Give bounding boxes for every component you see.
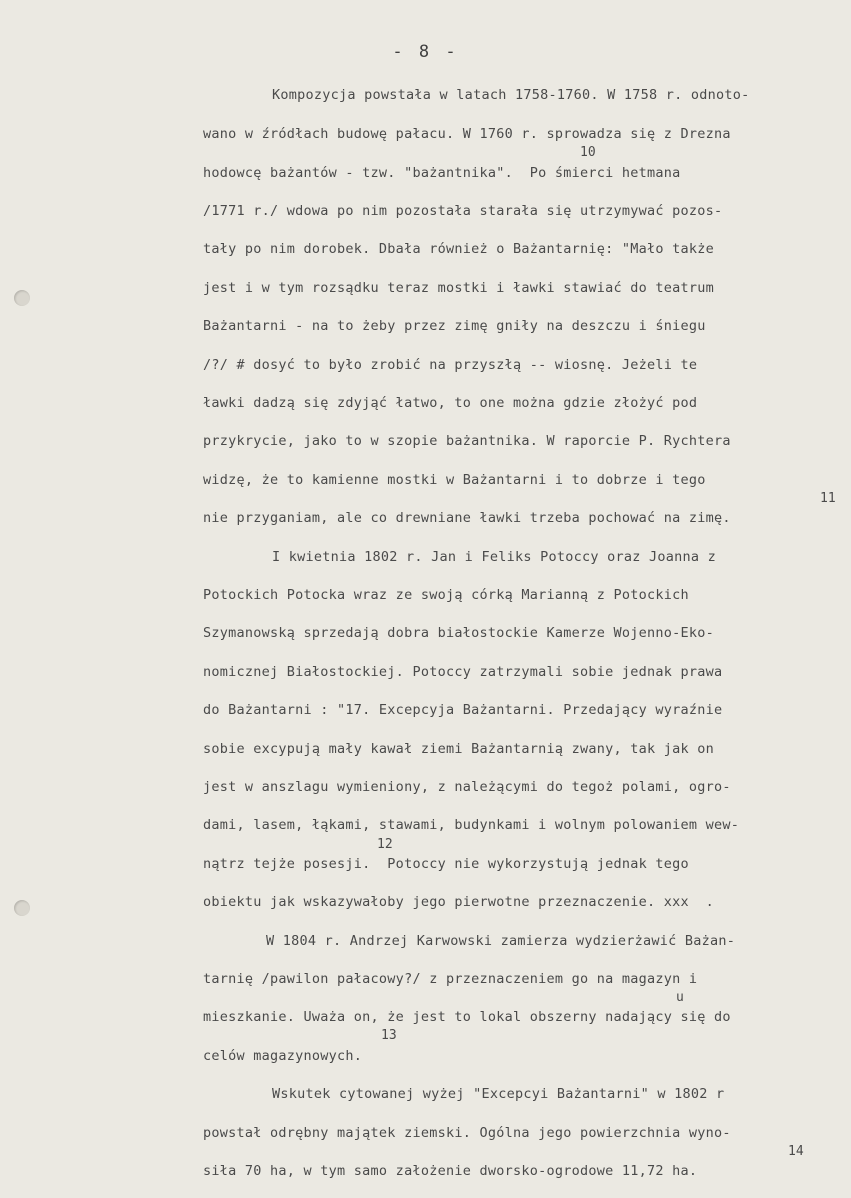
text-line: powstał odrębny majątek ziemski. Ogólna jego powierzchnia wyno- — [203, 1125, 731, 1141]
text-line: wano w źródłach budowę pałacu. W 1760 r. sprowadza się z Drezna — [203, 126, 731, 142]
punch-hole-top — [14, 290, 30, 306]
text-line: I kwietnia 1802 r. Jan i Feliks Potoccy oraz Joanna z — [272, 549, 717, 565]
text-line: hodowcę bażantów - tzw. "bażantnika". Po śmierci hetmana — [203, 165, 681, 181]
text-line: W 1804 r. Andrzej Karwowski zamierza wydzierżawić Bażan- — [266, 933, 736, 949]
footnote-marker: 14 — [788, 1144, 804, 1159]
text-line: nątrz tejże posesji. Potoccy nie wykorzystują jednak tego — [203, 856, 689, 872]
footnote-marker: 11 — [820, 491, 836, 506]
text-line: ławki dadzą się zdyjąć łatwo, to one można gdzie złożyć pod — [203, 395, 698, 411]
text-line: dami, lasem, łąkami, stawami, budynkami i wolnym polowaniem wew- — [203, 817, 740, 833]
text-line: siła 70 ha, w tym samo założenie dworsko-ogrodowe 11,72 ha. — [203, 1163, 698, 1179]
text-line: Wskutek cytowanej wyżej "Excepcyi Bażantarni" w 1802 r — [272, 1086, 725, 1102]
text-line: obiektu jak wskazywałoby jego pierwotne przeznaczenie. xxx . — [203, 894, 715, 910]
text-line: mieszkanie. Uważa on, że jest to lokal obszerny nadający się do — [203, 1009, 731, 1025]
text-line: tały po nim dorobek. Dbała również o Bażantarnię: "Mało także — [203, 241, 715, 257]
text-line: widzę, że to kamienne mostki w Bażantarni i to dobrze i tego — [203, 472, 706, 488]
text-line: celów magazynowych. — [203, 1048, 363, 1064]
footnote-marker: u — [676, 990, 684, 1005]
text-line: do Bażantarni : "17. Excepcyja Bażantarni. Przedający wyraźnie — [203, 702, 723, 718]
text-line: przykrycie, jako to w szopie bażantnika. W raporcie P. Rychtera — [203, 433, 731, 449]
text-line: Bażantarni - na to żeby przez zimę gniły na deszczu i śniegu — [203, 318, 706, 334]
text-line: jest w anszlagu wymieniony, z należącymi do tegoż polami, ogro- — [203, 779, 731, 795]
punch-hole-bottom — [14, 900, 30, 916]
text-line: jest i w tym rozsądku teraz mostki i ławki stawiać do teatrum — [203, 280, 715, 296]
text-line: tarnię /pawilon pałacowy?/ z przeznaczeniem go na magazyn i — [203, 971, 698, 987]
text-line: nomicznej Białostockiej. Potoccy zatrzymali sobie jednak prawa — [203, 664, 723, 680]
text-line: sobie excypują mały kawał ziemi Bażantarnią zwany, tak jak on — [203, 741, 715, 757]
text-line: /1771 r./ wdowa po nim pozostała starała się utrzymywać pozos- — [203, 203, 723, 219]
footnote-marker: 10 — [580, 145, 596, 160]
page-number: - 8 - — [392, 42, 459, 62]
footnote-marker: 12 — [377, 837, 393, 852]
text-line: /?/ # dosyć to było zrobić na przyszłą -- wiosnę. Jeżeli te — [203, 357, 698, 373]
text-line: nie przyganiam, ale co drewniane ławki trzeba pochować na zimę. — [203, 510, 731, 526]
text-line: Kompozycja powstała w latach 1758-1760. W 1758 r. odnoto- — [272, 87, 750, 103]
text-line: Szymanowską sprzedają dobra białostockie Kamerze Wojenno-Eko- — [203, 625, 715, 641]
text-line: Potockich Potocka wraz ze swoją córką Marianną z Potockich — [203, 587, 689, 603]
footnote-marker: 13 — [381, 1028, 397, 1043]
